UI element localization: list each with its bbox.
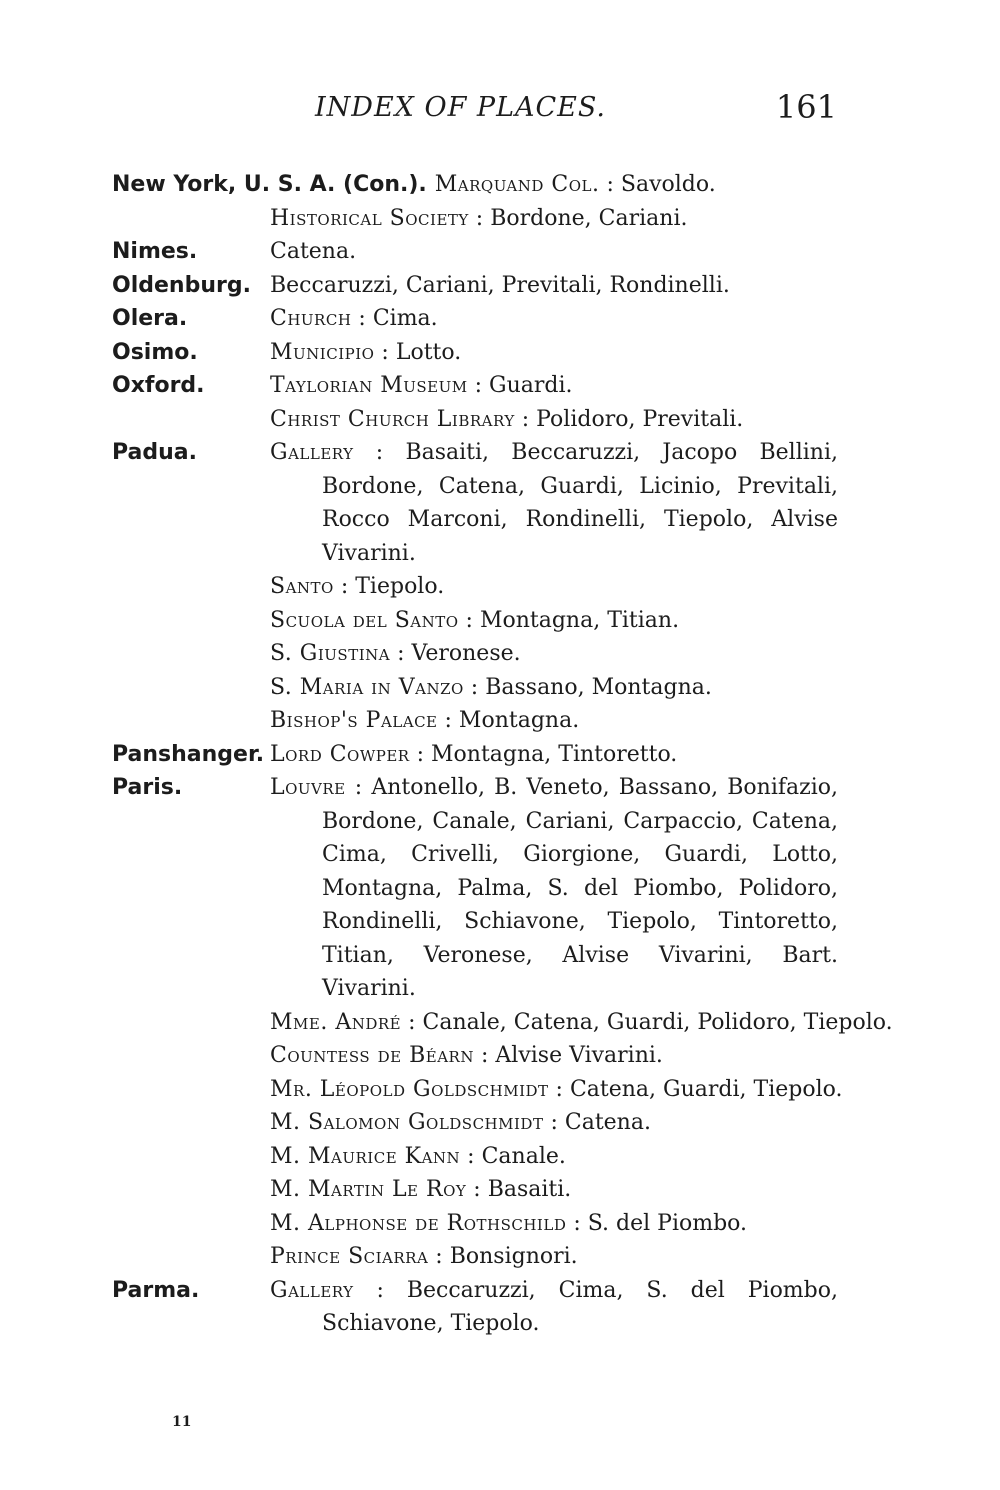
place-name: Nimes. <box>112 239 198 264</box>
artist-list: Polidoro, Previtali. <box>536 406 744 432</box>
place-name: Panshanger. <box>112 741 265 767</box>
place-name: Parma. <box>112 1277 200 1303</box>
separator: : <box>514 406 537 432</box>
collection-name: Lord Cowper <box>270 741 410 767</box>
collection-name: Historical Society <box>270 205 469 231</box>
artist-list: Catena. <box>270 239 357 264</box>
artist-list: Basaiti, Beccaruzzi, Jacopo Bellini, Bordone, Catena, Guardi, Licinio, Previtali, Rocco Marconi, Rondinelli, Tiepolo, Alvise Vivarini. <box>322 440 838 566</box>
collection-line <box>435 168 838 202</box>
artist-list: Beccaruzzi, Cariani, Previtali, Rondinelli. <box>270 272 730 298</box>
collection-line <box>270 336 838 370</box>
collection-name: M. Maurice Kann <box>270 1143 461 1169</box>
collection-line <box>270 1006 893 1040</box>
separator: : <box>353 440 406 465</box>
artist-list: Bonsignori. <box>449 1244 578 1269</box>
collection-name: Louvre <box>270 775 346 800</box>
index-entry <box>112 269 838 303</box>
collection-name: Church <box>270 306 352 331</box>
separator: : <box>345 775 372 800</box>
artist-list: Montagna. <box>458 708 580 733</box>
artist-list: Tiepolo. <box>355 574 445 599</box>
index-entry <box>112 336 838 370</box>
separator: : <box>374 339 396 365</box>
collection-line <box>270 1173 838 1207</box>
place-name: Olera. <box>112 306 188 331</box>
separator: : <box>467 373 490 398</box>
artist-list: Basaiti. <box>487 1177 572 1202</box>
index-entry <box>112 302 838 336</box>
running-title: INDEX OF PLACES. <box>315 92 606 123</box>
separator: : <box>473 1043 496 1068</box>
collection-line <box>270 302 838 336</box>
collection-name: Santo <box>270 574 334 599</box>
separator: : <box>437 708 459 733</box>
artist-list: Cima. <box>372 306 438 331</box>
collection-line <box>270 269 838 303</box>
artist-list: Lotto. <box>395 339 462 365</box>
separator: : <box>458 607 480 633</box>
collection-line <box>270 1240 838 1274</box>
separator: : <box>599 172 621 197</box>
collection-line <box>270 436 838 570</box>
collection-line <box>270 1140 838 1174</box>
separator: : <box>468 205 491 231</box>
collection-line <box>270 738 838 772</box>
collection-line <box>270 1073 843 1107</box>
artist-list: Bassano, Montagna. <box>485 674 712 700</box>
collection-name: Gallery <box>270 1277 354 1303</box>
place-name: Paris. <box>112 775 183 800</box>
page-number: 161 <box>775 88 837 126</box>
collection-name: Taylorian Museum <box>270 373 468 398</box>
index-entry <box>112 369 838 436</box>
collection-name: Prince Sciarra <box>270 1244 429 1269</box>
artist-list: Canale. <box>481 1143 566 1169</box>
artist-list: Montagna, Titian. <box>479 607 680 633</box>
collection-name: Mme. André <box>270 1009 402 1035</box>
index-entry <box>112 771 893 1274</box>
collection-name: M. Alphonse de Rothschild <box>270 1210 567 1236</box>
separator: : <box>543 1110 565 1135</box>
artist-list: Beccaruzzi, Cima, S. del Piombo, Schiavone, Tiepolo. <box>322 1277 838 1336</box>
collection-list <box>270 235 838 269</box>
collection-line <box>270 1274 838 1341</box>
place-name: Osimo. <box>112 339 198 365</box>
collection-list <box>270 1274 838 1341</box>
collection-list <box>270 269 838 303</box>
collection-name: Marquand Col. <box>434 172 600 197</box>
collection-name: Scuola del Santo <box>270 607 459 633</box>
collection-name: Municipio <box>270 339 375 365</box>
place-name: Oldenburg. <box>112 272 251 298</box>
collection-line <box>270 604 838 638</box>
artist-list: Catena. <box>564 1110 651 1135</box>
separator: : <box>460 1143 482 1169</box>
collection-name: M. Salomon Goldschmidt <box>270 1110 544 1135</box>
collection-name: Bishop's Palace <box>270 708 438 733</box>
place-name: Oxford. <box>112 373 205 398</box>
collection-line <box>270 202 838 236</box>
signature-mark: 11 <box>172 1414 192 1430</box>
artist-list: Alvise Vivarini. <box>495 1043 663 1068</box>
artist-list: S. del Piombo. <box>587 1210 748 1236</box>
separator: : <box>351 306 373 331</box>
page-header <box>115 88 837 132</box>
collection-name: S. Giustina <box>270 641 391 666</box>
collection-name: M. Martin Le Roy <box>270 1177 467 1202</box>
collection-line <box>270 771 838 1006</box>
collection-line <box>270 403 838 437</box>
separator: : <box>401 1009 423 1035</box>
index-entry <box>112 168 838 235</box>
index-entry <box>112 235 838 269</box>
separator: : <box>466 1177 488 1202</box>
separator: : <box>353 1277 407 1303</box>
index-entry <box>112 436 838 738</box>
artist-list: Antonello, B. Veneto, Bassano, Bonifazio, Bordone, Canale, Cariani, Carpaccio, Catena, Cima, Crivelli, Giorgione, Guardi, Lotto, Montagna, Palma, S. del Piombo, Polidoro, Rondinelli, Schiavone, Tiepolo, Tintoretto, Titian, Veronese, Alvise Vivarini, Bart. Vivarini. <box>322 775 838 1001</box>
artist-list: Bordone, Cariani. <box>490 205 688 231</box>
collection-line <box>270 1207 838 1241</box>
index-entry <box>112 1274 838 1341</box>
collection-list <box>270 771 893 1274</box>
collection-list <box>270 302 838 336</box>
place-name: New York, U. S. A. (Con.). <box>112 172 427 197</box>
collection-line <box>270 1039 838 1073</box>
collection-list <box>270 336 838 370</box>
artist-list: Veronese. <box>411 641 521 666</box>
separator: : <box>463 674 486 700</box>
collection-name: S. Maria in Vanzo <box>270 674 464 700</box>
collection-line <box>270 1106 838 1140</box>
separator: : <box>390 641 412 666</box>
collection-list <box>270 436 838 738</box>
artist-list: Guardi. <box>489 373 573 398</box>
index-list <box>112 168 893 1341</box>
separator: : <box>548 1076 570 1102</box>
collection-line <box>270 637 838 671</box>
index-entry <box>112 738 838 772</box>
collection-line <box>270 235 838 269</box>
artist-list: Montagna, Tintoretto. <box>431 741 678 767</box>
collection-list <box>270 369 838 436</box>
collection-list <box>270 738 838 772</box>
collection-name: Christ Church Library <box>270 406 515 432</box>
artist-list: Catena, Guardi, Tiepolo. <box>569 1076 843 1102</box>
collection-line <box>270 704 838 738</box>
separator: : <box>333 574 356 599</box>
place-name: Padua. <box>112 440 197 465</box>
collection-line <box>270 671 838 705</box>
separator: : <box>428 1244 450 1269</box>
artist-list: Canale, Catena, Guardi, Polidoro, Tiepolo. <box>422 1009 893 1035</box>
collection-line <box>270 570 838 604</box>
collection-name: Mr. Léopold Goldschmidt <box>270 1076 549 1102</box>
artist-list: Savoldo. <box>620 172 716 197</box>
collection-line <box>270 369 838 403</box>
collection-name: Countess de Béarn <box>270 1043 474 1068</box>
separator: : <box>409 741 432 767</box>
collection-name: Gallery <box>270 440 354 465</box>
separator: : <box>566 1210 588 1236</box>
